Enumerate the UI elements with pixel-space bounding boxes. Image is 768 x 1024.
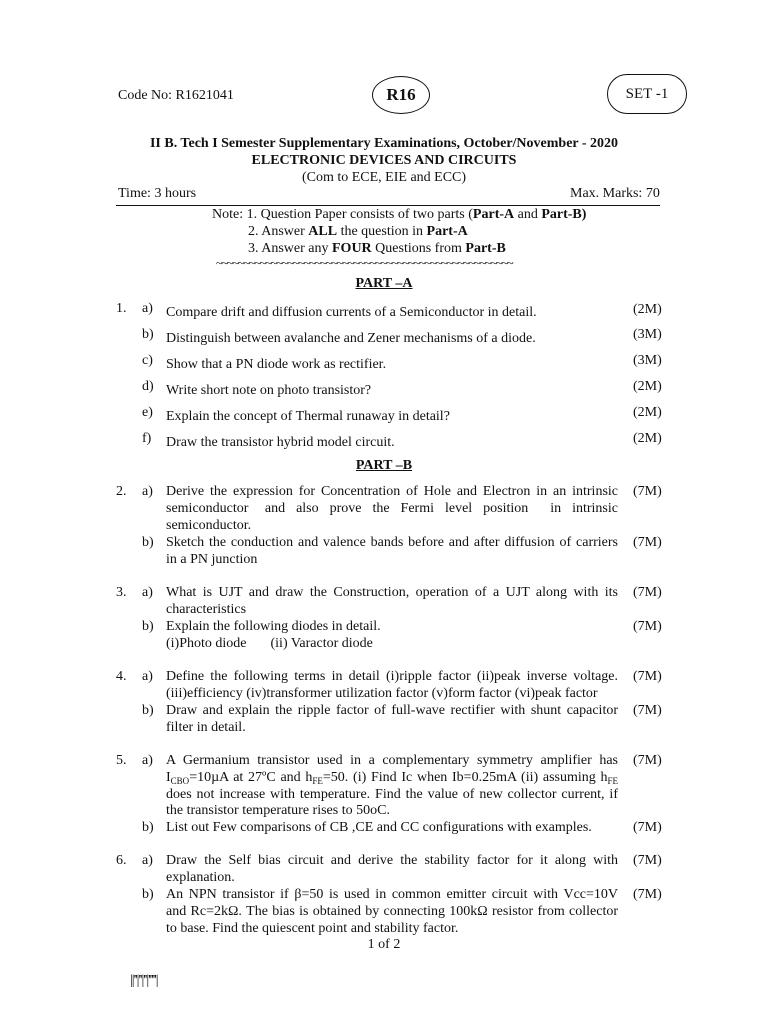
tilde-divider: ~~~~~~~~~~~~~~~~~~~~~~~~~~~~~~~~~~~~~~~~~~~~~~~~~~~~~~ [216, 256, 513, 270]
question-text: Distinguish between avalanche and Zener mechanisms of a diode. [166, 331, 536, 346]
question-number: 2. [116, 484, 127, 499]
question-text: Write short note on photo transistor? [166, 383, 372, 398]
set-badge: SET -1 [607, 74, 687, 114]
marks: (2M) [633, 405, 662, 420]
sub-label: f) [142, 431, 152, 446]
marks: (7M) [633, 669, 662, 684]
sub-label: a) [142, 669, 153, 684]
sub-label: a) [142, 753, 153, 768]
note-3: 3. Answer any FOUR Questions from Part-B [248, 241, 506, 256]
sub-label: a) [142, 484, 153, 499]
question-text: Compare drift and diffusion currents of a Semiconductor in detail. [166, 305, 537, 320]
time-allowed: Time: 3 hours [118, 186, 197, 201]
marks: (3M) [633, 353, 662, 368]
marks: (2M) [633, 379, 662, 394]
sub-label: b) [142, 619, 154, 634]
question-text: Draw and explain the ripple factor of full-wave rectifier with shunt capacitor filter in detail. [166, 703, 618, 735]
question-number: 1. [116, 301, 127, 316]
sub-label: b) [142, 703, 154, 718]
note-1: Note: 1. Question Paper consists of two parts (Part-A and Part-B) [212, 207, 587, 222]
sub-label: b) [142, 327, 154, 342]
marks: (7M) [633, 753, 662, 768]
question-text: Sketch the conduction and valence bands before and after diffusion of carriers in a PN junction [166, 535, 618, 567]
question-text: Explain the following diodes in detail. (i)Photo diode (ii) Varactor diode [166, 619, 381, 651]
marks: (2M) [633, 431, 662, 446]
regulation-badge: R16 [372, 76, 430, 114]
question-number: 6. [116, 853, 127, 868]
marks: (7M) [633, 853, 662, 868]
part-b-title: PART –B [355, 458, 413, 473]
question-text: Draw the Self bias circuit and derive the stability factor for it along with explanation. [166, 853, 618, 885]
question-text: Show that a PN diode work as rectifier. [166, 357, 387, 372]
question-number: 3. [116, 585, 127, 600]
subject-title: ELECTRONIC DEVICES AND CIRCUITS [251, 153, 517, 168]
question-text: Derive the expression for Concentration of Hole and Electron in an intrinsic semiconductor and also prove the Fermi level position in intrinsic semiconductor. [166, 484, 618, 533]
sub-label: a) [142, 585, 153, 600]
sub-label: a) [142, 301, 153, 316]
branches: (Com to ECE, EIE and ECC) [301, 170, 467, 185]
sub-label: b) [142, 535, 154, 550]
marks: (3M) [633, 327, 662, 342]
question-text: An NPN transistor if β=50 is used in common emitter circuit with Vcc=10V and Rc=2kΩ. The bias is obtained by connecting 100kΩ resistor from collector to base. Find the quiescent point and stability factor. [166, 887, 618, 936]
question-number: 5. [116, 753, 127, 768]
question-text: Explain the concept of Thermal runaway in detail? [166, 409, 450, 424]
marks: (7M) [633, 887, 662, 902]
sub-label: b) [142, 887, 154, 902]
note-2: 2. Answer ALL the question in Part-A [248, 224, 468, 239]
sub-label: e) [142, 405, 153, 420]
question-text: Define the following terms in detail (i)ripple factor (ii)peak inverse voltage. (iii)efficiency (iv)transformer utilization factor (v)form factor (vi)peak factor [166, 669, 618, 701]
question-text: A Germanium transistor used in a complementary symmetry amplifier has $I_{CBO}=10\mu A$ at 27ºC and $h_{FE}=50$. (i) Find Ic when Ib=0.25mA (ii) assuming $h_{FE}$ does not increase with temperature. Find the value of new collector current, if the transistor temperature rises to 50oC. [166, 753, 618, 819]
sub-label: d) [142, 379, 154, 394]
code-number: Code No: R1621041 [118, 88, 234, 103]
question-text: Draw the transistor hybrid model circuit. [166, 435, 395, 450]
sub-label: c) [142, 353, 153, 368]
page-number: 1 of 2 [367, 937, 401, 952]
barcode: ||''|''|''|'''''| [130, 973, 158, 988]
marks: (7M) [633, 585, 662, 600]
marks: (7M) [633, 619, 662, 634]
question-text: What is UJT and draw the Construction, operation of a UJT along with its characteristics [166, 585, 618, 617]
marks: (7M) [633, 703, 662, 718]
question-text: List out Few comparisons of CB ,CE and CC configurations with examples. [166, 820, 592, 835]
header-divider [116, 205, 660, 206]
marks: (7M) [633, 484, 662, 499]
marks: (7M) [633, 820, 662, 835]
max-marks: Max. Marks: 70 [570, 186, 660, 201]
question-number: 4. [116, 669, 127, 684]
sub-label: a) [142, 853, 153, 868]
exam-title: II B. Tech I Semester Supplementary Examinations, October/November - 2020 [149, 136, 619, 151]
part-a-title: PART –A [355, 276, 413, 291]
sub-label: b) [142, 820, 154, 835]
marks: (2M) [633, 302, 662, 317]
marks: (7M) [633, 535, 662, 550]
